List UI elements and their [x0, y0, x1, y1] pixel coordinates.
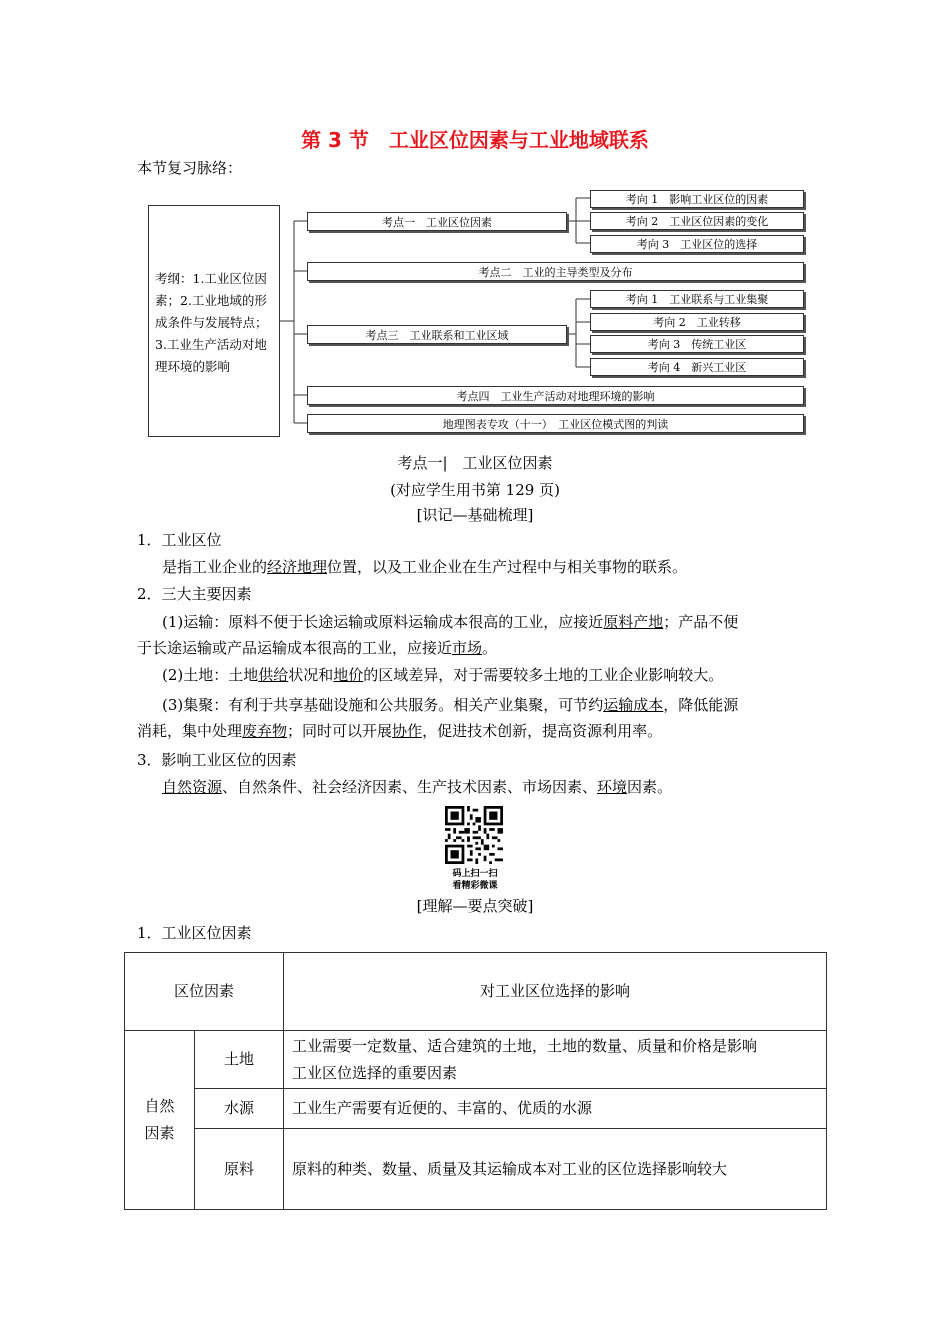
kp3-sub4-box: 考向 4 新兴工业区	[590, 358, 804, 376]
table-header-factor: 区位因素	[125, 953, 284, 1031]
page-title: 第 3 节 工业区位因素与工业地域联系	[301, 128, 649, 152]
qr-caption-line2: 看精彩微课	[452, 881, 498, 891]
item4-title: 1．工业区位因素	[137, 924, 252, 942]
kp3-sub1-box: 考向 1 工业联系与工业集聚	[590, 290, 804, 308]
kp1-sub3-box: 考向 3 工业区位的选择	[590, 235, 804, 253]
item2-3-line2: 消耗，集中处理废弃物；同时可以开展协作，促进技术创新，提高资源利用率。	[137, 722, 663, 740]
table-row	[125, 1031, 827, 1089]
item3-text: 自然资源、自然条件、社会经济因素、生产技术因素、市场因素、环境因素。	[162, 778, 673, 796]
kp1-sub1-box: 考向 1 影响工业区位的因素	[590, 190, 804, 208]
special-topic-box: 地理图表专攻（十一） 工业区位模式图的判读	[307, 414, 804, 433]
item3-title: 3．影响工业区位的因素	[137, 751, 297, 769]
table-group-natural: 自然因素	[125, 1031, 195, 1210]
section-ref: (对应学生用书第 129 页)	[390, 481, 560, 499]
table-factor-name: 原料	[195, 1129, 284, 1210]
item2-1-line1: (1)运输：原料不便于长途运输或原料运输成本很高的工业，应接近原料产地；产品不便	[162, 613, 739, 631]
intro-text: 本节复习脉络：	[137, 159, 243, 177]
section-tag-memorize: [识记—基础梳理]	[416, 506, 534, 524]
table-factor-name: 土地	[195, 1031, 284, 1089]
item1-text: 是指工业企业的经济地理位置，以及工业企业在生产过程中与相关事物的联系。	[162, 558, 688, 576]
table-factor-desc: 工业需要一定数量、适合建筑的土地，土地的数量、质量和价格是影响 工业区位选择的重要因素	[284, 1031, 827, 1089]
table-row	[125, 1129, 827, 1210]
kp2-box: 考点二 工业的主导类型及分布	[307, 262, 804, 281]
table-header-row	[125, 953, 827, 1031]
location-factor-table	[124, 952, 827, 1210]
item1-title: 1．工业区位	[137, 531, 222, 549]
table-factor-desc: 原料的种类、数量、质量及其运输成本对工业的区位选择影响较大	[284, 1129, 827, 1210]
kp3-box: 考点三 工业联系和工业区域	[307, 325, 567, 344]
section-tag-understand: [理解—要点突破]	[416, 897, 534, 915]
item2-title: 2．三大主要因素	[137, 585, 252, 603]
section-heading: 考点一| 工业区位因素	[397, 454, 553, 472]
qr-caption-line1: 码上扫一扫	[452, 869, 498, 879]
kp1-box: 考点一 工业区位因素	[307, 212, 567, 231]
table-factor-desc: 工业生产需要有近便的、丰富的、优质的水源	[284, 1089, 827, 1129]
kp4-box: 考点四 工业生产活动对地理环境的影响	[307, 386, 804, 405]
kp3-sub3-box: 考向 3 传统工业区	[590, 335, 804, 353]
qr-code-icon[interactable]	[445, 806, 503, 864]
item2-1-line2: 于长途运输或产品运输成本很高的工业，应接近市场。	[137, 639, 498, 657]
item2-3-line1: (3)集聚：有利于共享基础设施和公共服务。相关产业集聚，可节约运输成本，降低能源	[162, 696, 739, 714]
kp3-sub2-box: 考向 2 工业转移	[590, 313, 804, 331]
table-factor-name: 水源	[195, 1089, 284, 1129]
item2-2: (2)土地：土地供给状况和地价的区域差异，对于需要较多土地的工业企业影响较大。	[162, 666, 724, 684]
syllabus-box: 考纲：1.工业区位因素；2.工业地域的形成条件与发展特点；3.工业生产活动对地理环境的影响	[148, 205, 280, 437]
table-row	[125, 1089, 827, 1129]
table-header-influence: 对工业区位选择的影响	[284, 953, 827, 1031]
kp1-sub2-box: 考向 2 工业区位因素的变化	[590, 212, 804, 230]
